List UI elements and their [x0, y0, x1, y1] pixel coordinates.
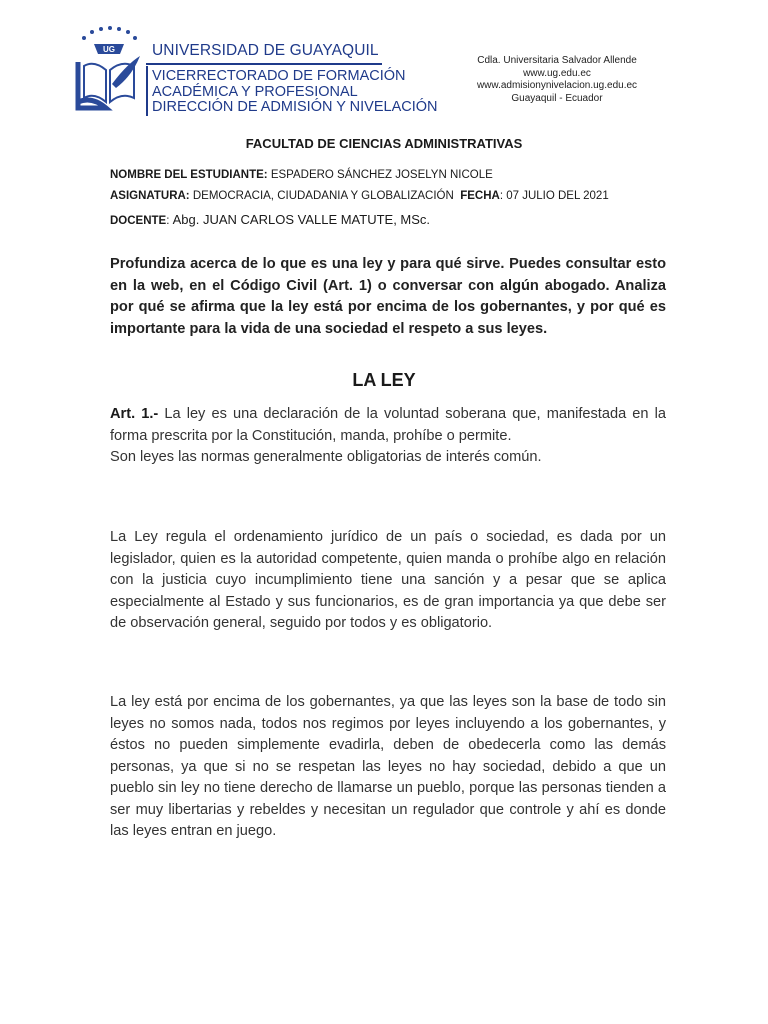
contact-block	[462, 55, 652, 105]
student-line	[110, 169, 493, 181]
vice-line: DIRECCIÓN DE ADMISIÓN Y NIVELACIÓN	[152, 99, 438, 115]
vice-line: VICERRECTORADO DE FORMACIÓN	[152, 68, 406, 84]
article-text: La ley es una declaración de la voluntad soberana que, manifestada en la forma prescrita por la Constitución, manda, prohíbe o permite.	[110, 406, 666, 444]
teacher-line	[110, 212, 430, 227]
student-label: NOMBRE DEL ESTUDIANTE:	[110, 169, 268, 181]
section-title: LA LEY	[352, 370, 416, 390]
date-label: FECHA	[460, 190, 500, 202]
vice-rectorate	[152, 69, 438, 116]
contact-website: www.ug.edu.ec	[523, 67, 591, 79]
teacher-name: Abg. JUAN CARLOS VALLE MATUTE, MSc.	[172, 212, 431, 227]
contact-address: Cdla. Universitaria Salvador Allende	[477, 55, 637, 66]
article-second-line: Son leyes las normas generalmente obligatorias de interés común.	[110, 449, 542, 465]
contact-website-admission: www.admisionynivelacion.ug.edu.ec	[476, 80, 638, 91]
university-logo	[72, 26, 144, 112]
header-divider	[146, 63, 382, 65]
teacher-colon: :	[166, 215, 173, 227]
paragraph-law-definition: La Ley regula el ordenamiento jurídico de un país o sociedad, es dada por un legislador, quien es la autoridad competente, quien manda o prohíbe algo en relación con la justicia cuyo incumplimiento tiene una sanción y a pesar que se aplica especialmente al Estado y sus funcionarios, es de gran importancia ya que debe ser de observación general, seguido por todos y es obligatorio.	[110, 529, 666, 631]
faculty-title: FACULTAD DE CIENCIAS ADMINISTRATIVAS	[245, 136, 523, 151]
subject-line	[110, 190, 609, 202]
vice-line: ACADÉMICA Y PROFESIONAL	[152, 83, 358, 100]
header-vertical-bar	[146, 66, 148, 116]
student-name: ESPADERO SÁNCHEZ JOSELYN NICOLE	[270, 169, 493, 181]
contact-city: Guayaquil - Ecuador	[511, 92, 603, 104]
subject-label: ASIGNATURA:	[110, 190, 190, 202]
article-paragraph	[110, 404, 666, 469]
stars-icon	[82, 26, 137, 40]
date-value: : 07 JULIO DEL 2021	[499, 190, 609, 202]
assignment-prompt: Profundiza acerca de lo que es una ley y para qué sirve. Puedes consultar esto en la web, en el Código Civil (Art. 1) o conversar con algún abogado. Analiza por qué se afirma que la ley está por encima de los gobernantes, y por qué es importante para la vida de una sociedad el respeto a sus leyes.	[110, 256, 666, 337]
subject-value: DEMOCRACIA, CIUDADANIA Y GLOBALIZACIÓN	[192, 190, 454, 202]
teacher-label: DOCENTE	[110, 215, 167, 227]
article-label: Art. 1.-	[110, 406, 159, 422]
university-name: UNIVERSIDAD DE GUAYAQUIL	[152, 42, 379, 59]
svg-text:UG: UG	[103, 45, 115, 54]
paragraph-law-above-rulers: La ley está por encima de los gobernantes, ya que las leyes son la base de todo sin leyes no somos nada, todos nos regimos por leyes incluyendo a los gobernantes, y éstos no pueden simplemente evadirla, deben de obedecerla como las demás personas, ya que si no se respetan las leyes no hay sociedad, debido a que un pueblo sin ley no tiene derecho de llamarse un pueblo, porque las personas tienden a ser muy libertarias y rebeldes y necesitan un regulador que controle y ahí es donde las leyes entran en juego.	[110, 694, 666, 839]
